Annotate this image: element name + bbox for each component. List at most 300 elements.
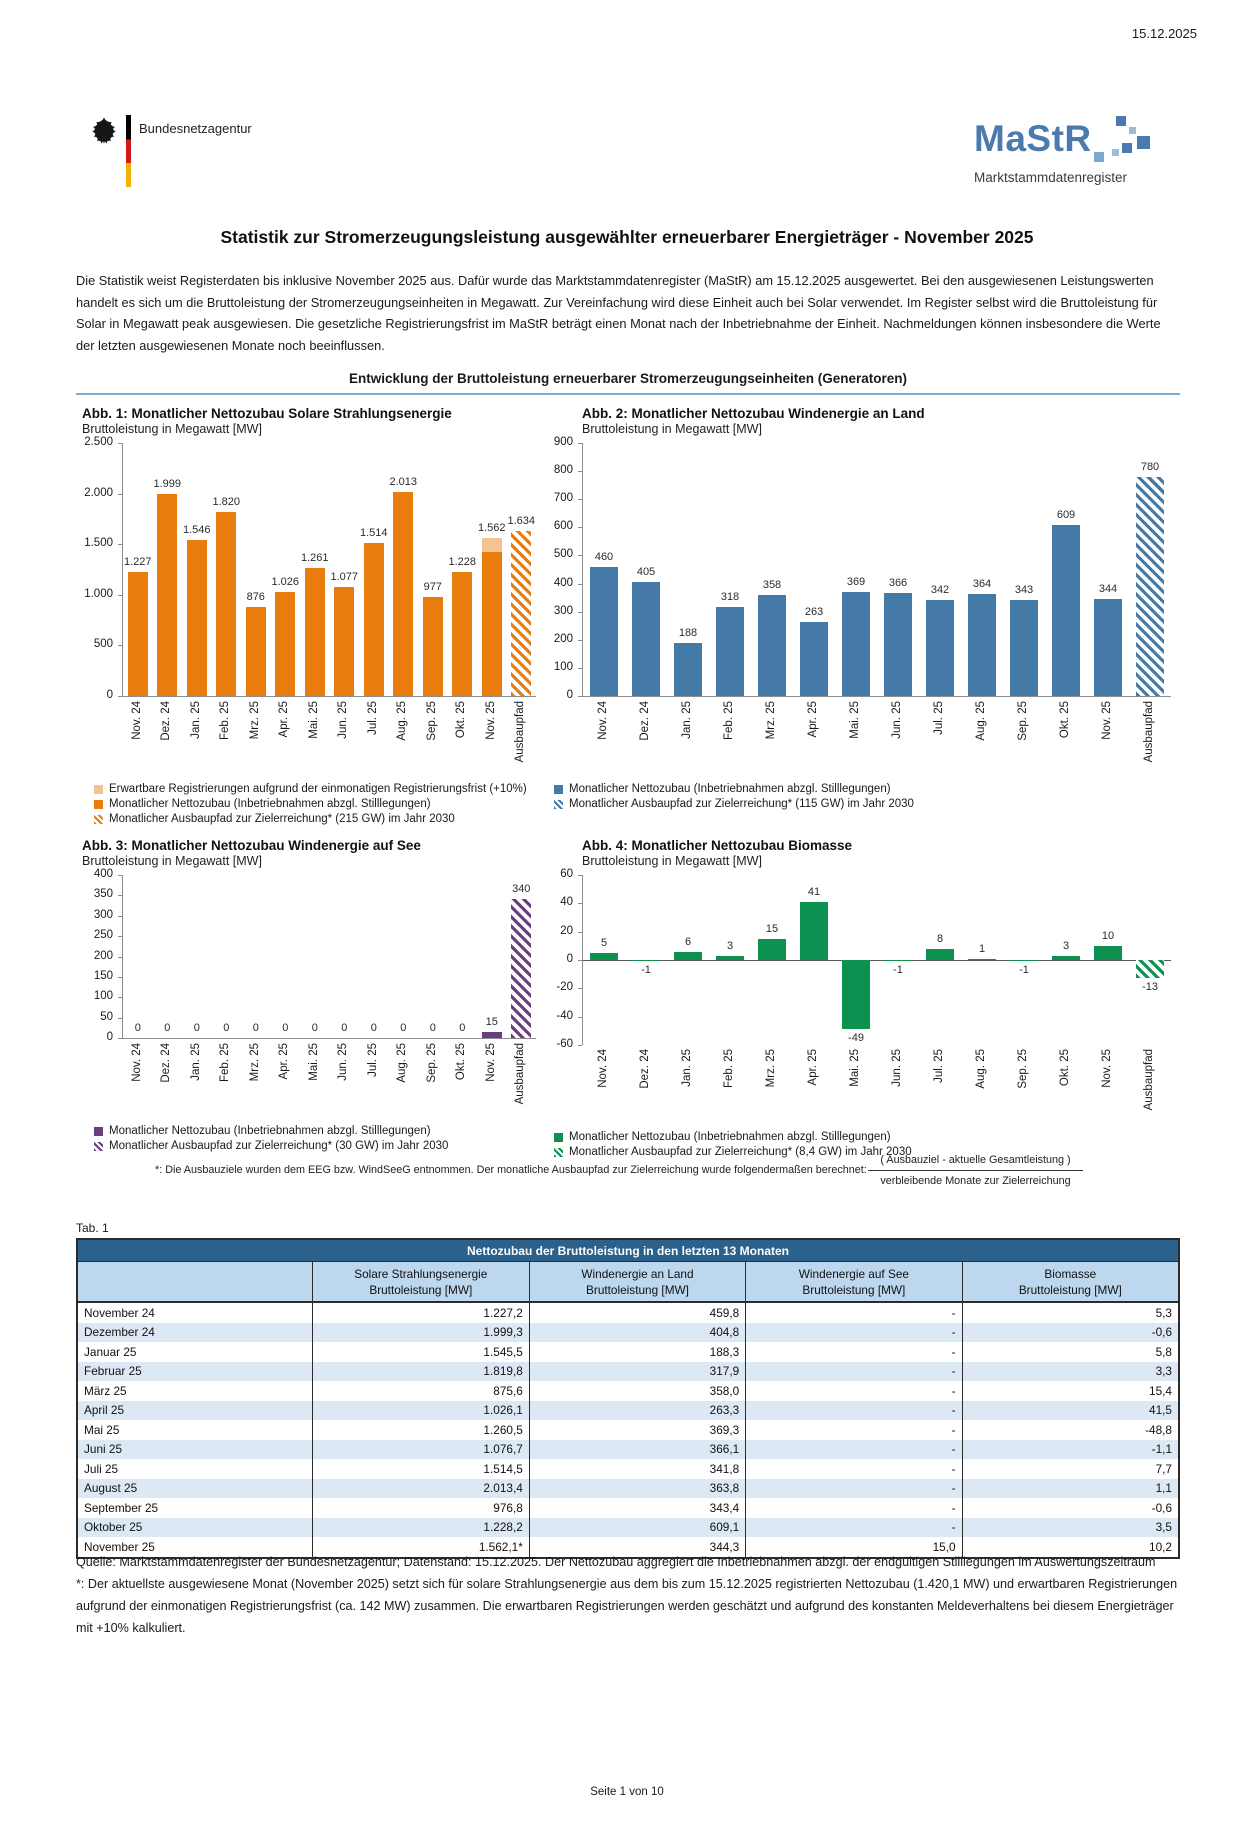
x-axis-label-text: Aug. 25 — [975, 1049, 987, 1089]
value-label: 1.999 — [153, 477, 182, 490]
y-tick-label: 350 — [93, 888, 113, 901]
plot-row — [546, 436, 1180, 701]
value-cell: -48,8 — [962, 1420, 1179, 1440]
value-label: 0 — [134, 1022, 141, 1034]
x-axis-label — [1128, 697, 1170, 781]
x-axis-label-text: Jun. 25 — [337, 701, 350, 739]
x-axis-label-text: Jan. 25 — [189, 701, 202, 739]
x-axis-label-text: Jul. 25 — [366, 701, 379, 735]
month-cell: März 25 — [77, 1381, 312, 1401]
mastr-pixel-icon — [974, 116, 1174, 168]
bar-slot — [330, 443, 360, 696]
bar-slot — [667, 875, 709, 1045]
y-tick-label: 2.000 — [84, 486, 113, 499]
x-axis-label — [299, 1039, 329, 1123]
formula — [868, 1152, 1083, 1187]
x-axis-labels — [582, 1045, 1180, 1129]
bar — [1010, 600, 1038, 696]
y-tick-label: 400 — [93, 868, 113, 880]
bar — [334, 587, 354, 696]
value-cell: 263,3 — [529, 1401, 745, 1421]
y-axis — [76, 868, 122, 1043]
value-label: 1.514 — [359, 526, 388, 539]
x-axis-label-text: Nov. 25 — [484, 701, 497, 740]
value-label: 0 — [429, 1022, 436, 1034]
plot-area — [582, 875, 1171, 1045]
y-tick-label: 0 — [106, 1031, 113, 1043]
bar — [926, 949, 954, 960]
chart-subtitle: Bruttoleistung in Megawatt [MW] — [82, 854, 262, 868]
column-header: Windenergie an Land Bruttoleistung [MW] — [529, 1262, 745, 1303]
chart-title: Abb. 3: Monatlicher Nettozubau Windenergie auf See — [82, 838, 421, 853]
mastr-pixel — [1112, 149, 1119, 156]
x-axis-label-text: Mai. 25 — [307, 1043, 320, 1081]
value-label: 3 — [726, 939, 734, 952]
y-tick-label: 500 — [93, 638, 113, 651]
y-tick-label: 250 — [93, 929, 113, 942]
table-row — [77, 1420, 1179, 1440]
x-axis-label-text: Feb. 25 — [219, 1043, 232, 1082]
bar-hatched — [1136, 477, 1164, 696]
value-cell: - — [746, 1498, 962, 1518]
bar-slot — [709, 875, 751, 1045]
bar-slot — [1045, 875, 1087, 1045]
x-axis-label — [270, 1039, 300, 1123]
value-label: 0 — [370, 1022, 377, 1034]
bar — [674, 643, 702, 696]
value-label: -49 — [848, 1032, 864, 1045]
value-cell: 1.026,1 — [312, 1401, 529, 1421]
value-label: 6 — [684, 935, 692, 948]
legend — [94, 1125, 546, 1152]
value-cell: 1.260,5 — [312, 1420, 529, 1440]
value-label: 0 — [252, 1022, 259, 1034]
chart-body — [76, 436, 546, 825]
value-label: 10 — [1101, 929, 1115, 942]
value-label: 0 — [400, 1022, 407, 1034]
bar — [884, 593, 912, 696]
x-axis-label — [240, 1039, 270, 1123]
table-row — [77, 1323, 1179, 1343]
bar-slot — [448, 443, 478, 696]
legend-item — [94, 1125, 546, 1137]
x-axis-label-text: Nov. 24 — [597, 1049, 609, 1088]
y-tick-label: 100 — [93, 990, 113, 1003]
x-axis-label-text: Aug. 25 — [396, 1043, 409, 1083]
bar — [1010, 960, 1038, 961]
value-label: 15 — [485, 1015, 498, 1028]
plot-row — [76, 436, 546, 701]
value-cell: 188,3 — [529, 1342, 745, 1362]
value-cell: 1.545,5 — [312, 1342, 529, 1362]
bar — [482, 1032, 502, 1038]
value-label: -13 — [1142, 981, 1158, 994]
value-label: 780 — [1140, 460, 1160, 473]
value-cell: - — [746, 1302, 962, 1323]
mastr-logo-text: MaStR — [974, 118, 1092, 159]
legend-swatch — [554, 785, 563, 794]
x-axis-label — [329, 1039, 359, 1123]
x-axis-label — [1086, 1045, 1128, 1129]
bar-slot — [507, 443, 537, 696]
plot-area — [122, 443, 536, 697]
y-tick-label: 20 — [560, 924, 573, 937]
x-axis-label-text: Nov. 25 — [1101, 701, 1113, 740]
x-axis-label-text: Sep. 25 — [425, 701, 438, 741]
mastr-logo-subtext: Marktstammdatenregister — [974, 170, 1128, 185]
page-title: Statistik zur Stromerzeugungsleistung ausgewählter erneuerbarer Energieträger - November 2025 — [220, 227, 1034, 247]
x-axis-label — [329, 697, 359, 781]
bar-slot — [507, 875, 537, 1038]
mastr-pixel — [1129, 127, 1136, 134]
bar-slot — [182, 875, 212, 1038]
bar-slot — [667, 443, 709, 696]
y-tick-label: -40 — [556, 1009, 573, 1022]
bar — [216, 512, 236, 696]
x-axis-label-text: Nov. 24 — [597, 701, 609, 740]
legend — [554, 783, 1180, 810]
bar-hatched — [511, 899, 531, 1038]
bar-slot — [625, 875, 667, 1045]
x-axis-label-text: Mrz. 25 — [765, 1049, 777, 1088]
bar-slot — [1045, 443, 1087, 696]
bar — [968, 959, 996, 960]
x-axis-labels — [122, 697, 546, 781]
formula-denominator: verbleibende Monate zur Zielerreichung — [880, 1175, 1071, 1187]
bar-slot — [389, 443, 419, 696]
y-axis — [546, 868, 582, 1050]
y-tick-label: 200 — [553, 632, 573, 645]
x-axis-label-text: Mai. 25 — [849, 1049, 861, 1087]
table-row — [77, 1498, 1179, 1518]
x-axis-label — [1128, 1045, 1170, 1129]
value-cell: 1.227,2 — [312, 1302, 529, 1323]
bar — [246, 607, 266, 696]
bar-slot — [1003, 875, 1045, 1045]
table-label: Tab. 1 — [76, 1221, 109, 1235]
bar-slot — [477, 875, 507, 1038]
value-cell: 976,8 — [312, 1498, 529, 1518]
chart-body — [546, 868, 1180, 1158]
month-cell: September 25 — [77, 1498, 312, 1518]
legend-label: Monatlicher Nettozubau (Inbetriebnahmen abzgl. Stilllegungen) — [109, 798, 431, 810]
bar-slot — [448, 875, 478, 1038]
plot-area — [582, 443, 1171, 697]
x-axis-label — [1044, 697, 1086, 781]
x-axis-label-text: Mrz. 25 — [765, 701, 777, 740]
value-label: 318 — [720, 590, 740, 603]
x-axis-labels — [582, 697, 1180, 781]
value-label: 8 — [936, 932, 944, 945]
x-axis-label-text: Apr. 25 — [278, 1043, 291, 1080]
legend-swatch — [94, 815, 103, 824]
bar-slot — [1087, 875, 1129, 1045]
value-label: 15 — [765, 922, 779, 935]
legend-label: Monatlicher Ausbaupfad zur Zielerreichung* (215 GW) im Jahr 2030 — [109, 813, 455, 825]
x-axis-label-text: Dez. 24 — [160, 1043, 173, 1083]
column-header: Solare Strahlungsenergie Bruttoleistung [MW] — [312, 1262, 529, 1303]
value-label: 1.227 — [123, 555, 152, 568]
bar — [968, 594, 996, 696]
y-tick-label: 500 — [553, 548, 573, 561]
legend-item — [94, 798, 546, 810]
value-label: 344 — [1098, 583, 1118, 596]
x-axis-label-text: Apr. 25 — [278, 701, 291, 738]
x-axis-label — [834, 697, 876, 781]
value-cell: - — [746, 1440, 962, 1460]
x-axis-label — [417, 1039, 447, 1123]
value-label: 0 — [223, 1022, 230, 1034]
value-cell: 3,5 — [962, 1518, 1179, 1538]
value-label: -1 — [1019, 964, 1029, 977]
x-axis-label — [834, 1045, 876, 1129]
value-cell: -0,6 — [962, 1498, 1179, 1518]
bar-slot — [330, 875, 360, 1038]
x-axis-label-text: Sep. 25 — [1017, 701, 1029, 741]
value-cell: 369,3 — [529, 1420, 745, 1440]
value-cell: 363,8 — [529, 1479, 745, 1499]
bar-slot — [793, 443, 835, 696]
x-axis-label — [1086, 697, 1128, 781]
legend-label: Monatlicher Ausbaupfad zur Zielerreichung* (8,4 GW) im Jahr 2030 — [569, 1146, 912, 1158]
bar — [632, 960, 660, 961]
bar-slot — [877, 443, 919, 696]
x-axis-label — [960, 697, 1002, 781]
value-label: 1.261 — [300, 552, 329, 565]
x-axis-label — [876, 697, 918, 781]
x-axis-label-text: Jul. 25 — [366, 1043, 379, 1077]
y-tick-label: 0 — [106, 689, 113, 701]
y-tick-label: -60 — [556, 1038, 573, 1050]
value-label: 0 — [341, 1022, 348, 1034]
legend-item — [554, 783, 1180, 795]
value-cell: - — [746, 1401, 962, 1421]
bar — [364, 543, 384, 696]
value-cell: 41,5 — [962, 1401, 1179, 1421]
legend-label: Monatlicher Nettozubau (Inbetriebnahmen abzgl. Stilllegungen) — [109, 1125, 431, 1137]
value-cell: 15,4 — [962, 1381, 1179, 1401]
x-axis-label-text: Okt. 25 — [455, 1043, 468, 1081]
value-label: 0 — [193, 1022, 200, 1034]
value-cell: 10,2 — [962, 1537, 1179, 1558]
bar-slot — [153, 875, 183, 1038]
value-label: 340 — [512, 883, 531, 896]
x-axis-label-text: Sep. 25 — [425, 1043, 438, 1083]
month-cell: November 25 — [77, 1537, 312, 1558]
value-cell: 875,6 — [312, 1381, 529, 1401]
x-axis-labels — [122, 1039, 546, 1123]
table-row — [77, 1479, 1179, 1499]
x-axis-label — [181, 697, 211, 781]
german-flag-stripe — [126, 115, 131, 187]
x-axis-label — [476, 697, 506, 781]
value-cell: 1,1 — [962, 1479, 1179, 1499]
bar-slot — [583, 443, 625, 696]
value-cell: - — [746, 1362, 962, 1382]
value-cell: 1.076,7 — [312, 1440, 529, 1460]
value-cell: - — [746, 1323, 962, 1343]
bar-slot — [625, 443, 667, 696]
value-label: 1.077 — [330, 571, 359, 584]
bar-slot — [271, 443, 301, 696]
y-tick-label: 60 — [560, 868, 573, 880]
chart-biomass — [546, 838, 1180, 1161]
x-axis-label-text: Ausbaupfad — [1143, 1049, 1155, 1111]
x-axis-label-text: Ausbaupfad — [514, 701, 527, 763]
bar-slot — [877, 875, 919, 1045]
bar — [884, 960, 912, 961]
bar — [275, 592, 295, 696]
intro-paragraph: Die Statistik weist Registerdaten bis inklusive November 2025 aus. Dafür wurde das Marktstammdatenregister (MaStR) am 15.12.2025 ausgewertet. Bei den ausgewiesenen Leistungswerten handelt es sich um die Bruttoleistung der Stromerzeugungseinheiten in Megawatt. Zur Vereinfachung wird diese Einheit auch bei Solar verwendet. Im Register selbst wird die Bruttoleistung für Solar in Megawatt peak ausgewiesen. Die gesetzliche Registrierungsfrist im MaStR beträgt einen Monat nach der Inbetriebnahme der Einheit. Nachmeldungen können insbesondere die Werte der letzten ausgewiesenen Monate noch beeinflussen. — [76, 273, 1161, 353]
legend-swatch — [94, 1127, 103, 1136]
x-axis-label-text: Jun. 25 — [337, 1043, 350, 1081]
legend-swatch — [94, 1142, 103, 1151]
bar — [157, 494, 177, 696]
x-axis-label — [506, 1039, 536, 1123]
x-axis-label — [918, 1045, 960, 1129]
legend-item — [94, 783, 546, 795]
table-row — [77, 1342, 1179, 1362]
value-label: 0 — [164, 1022, 171, 1034]
table-row — [77, 1362, 1179, 1382]
x-axis-label — [388, 1039, 418, 1123]
bar — [926, 600, 954, 696]
bar-slot — [359, 443, 389, 696]
legend-label: Monatlicher Ausbaupfad zur Zielerreichung* (30 GW) im Jahr 2030 — [109, 1140, 449, 1152]
bar-slot — [212, 443, 242, 696]
month-cell: Februar 25 — [77, 1362, 312, 1382]
month-cell: Dezember 24 — [77, 1323, 312, 1343]
value-label: 876 — [246, 591, 265, 604]
x-axis-label — [624, 697, 666, 781]
bar-slot — [961, 443, 1003, 696]
x-axis-label-text: Nov. 25 — [1101, 1049, 1113, 1088]
column-header-month — [77, 1262, 312, 1303]
x-axis-label — [708, 697, 750, 781]
value-cell: 1.228,2 — [312, 1518, 529, 1538]
legend-label: Erwartbare Registrierungen aufgrund der einmonatigen Registrierungsfrist (+10%) — [109, 783, 527, 795]
value-cell: 1.562,1* — [312, 1537, 529, 1558]
chart-body — [76, 868, 546, 1152]
x-axis-label — [960, 1045, 1002, 1129]
legend-item — [94, 1140, 546, 1152]
bar-slot — [835, 443, 877, 696]
value-label: 1.562 — [477, 521, 506, 534]
y-tick-label: 200 — [93, 949, 113, 962]
value-cell: - — [746, 1381, 962, 1401]
value-cell: 358,0 — [529, 1381, 745, 1401]
bar — [452, 572, 472, 696]
section-title: Entwicklung der Bruttoleistung erneuerbarer Stromerzeugungseinheiten (Generatoren) — [76, 371, 1180, 395]
legend-item — [554, 798, 1180, 810]
value-label: 5 — [600, 936, 608, 949]
chart-title: Abb. 4: Monatlicher Nettozubau Biomasse — [582, 838, 853, 853]
value-cell: 15,0 — [746, 1537, 962, 1558]
chart-subtitle: Bruttoleistung in Megawatt [MW] — [82, 422, 262, 436]
y-tick-label: 2.500 — [84, 436, 113, 448]
value-cell: 3,3 — [962, 1362, 1179, 1382]
x-axis-label-text: Sep. 25 — [1017, 1049, 1029, 1089]
chart-title: Abb. 1: Monatlicher Nettozubau Solare Strahlungsenergie — [82, 406, 452, 421]
y-tick-label: 100 — [553, 660, 573, 673]
bar — [674, 952, 702, 961]
bar — [758, 939, 786, 960]
y-tick-label: 800 — [553, 464, 573, 477]
value-label: 366 — [888, 577, 908, 590]
x-axis-label-text: Apr. 25 — [807, 1049, 819, 1086]
value-cell: 609,1 — [529, 1518, 745, 1538]
bnetza-logo-text: Bundesnetzagentur — [139, 121, 252, 136]
x-axis-label — [211, 697, 241, 781]
x-axis-label — [476, 1039, 506, 1123]
bar — [393, 492, 413, 696]
bar-slot — [1003, 443, 1045, 696]
x-axis-label — [918, 697, 960, 781]
bar-hatched — [511, 531, 531, 696]
month-cell: Juni 25 — [77, 1440, 312, 1460]
value-label: -1 — [641, 964, 651, 977]
x-axis-label — [876, 1045, 918, 1129]
value-label: 1.820 — [212, 495, 241, 508]
table-row — [77, 1381, 1179, 1401]
x-axis-label-text: Ausbaupfad — [1143, 701, 1155, 763]
bar-slot — [961, 875, 1003, 1045]
x-axis-label-text: Dez. 24 — [639, 1049, 651, 1089]
bar — [1052, 525, 1080, 696]
x-axis-label-text: Jan. 25 — [681, 1049, 693, 1087]
footer-notes — [76, 1551, 1188, 1639]
value-label: 1.228 — [448, 555, 477, 568]
mastr-pixel — [1137, 136, 1150, 149]
legend-item — [554, 1131, 1180, 1143]
value-label: 3 — [1062, 939, 1070, 952]
x-axis-label-text: Jul. 25 — [933, 1049, 945, 1083]
bar-slot — [1129, 443, 1171, 696]
y-tick-label: 150 — [93, 969, 113, 982]
bar-slot — [835, 875, 877, 1045]
x-axis-label-text: Jul. 25 — [933, 701, 945, 735]
value-cell: 5,3 — [962, 1302, 1179, 1323]
y-tick-label: 300 — [93, 908, 113, 921]
x-axis-label-text: Mrz. 25 — [248, 701, 261, 740]
value-label: 188 — [678, 627, 698, 640]
bar-slot — [241, 443, 271, 696]
x-axis-label — [211, 1039, 241, 1123]
chart-subtitle: Bruttoleistung in Megawatt [MW] — [582, 422, 762, 436]
value-label: 1 — [978, 942, 986, 955]
x-axis-label — [358, 697, 388, 781]
bar — [482, 552, 502, 696]
bar — [187, 540, 207, 696]
x-axis-label — [417, 697, 447, 781]
value-label: 343 — [1014, 583, 1034, 596]
value-label: 364 — [972, 577, 992, 590]
legend-label: Monatlicher Nettozubau (Inbetriebnahmen abzgl. Stilllegungen) — [569, 783, 891, 795]
plot-area — [122, 875, 536, 1039]
x-axis-label — [1002, 697, 1044, 781]
y-tick-label: 400 — [553, 576, 573, 589]
bar-slot — [793, 875, 835, 1045]
month-cell: Januar 25 — [77, 1342, 312, 1362]
bar-slot — [123, 443, 153, 696]
x-axis-label-text: Jan. 25 — [189, 1043, 202, 1081]
bar — [758, 595, 786, 696]
x-axis-label-text: Aug. 25 — [975, 701, 987, 741]
x-axis-label — [624, 1045, 666, 1129]
legend-label: Monatlicher Ausbaupfad zur Zielerreichung* (115 GW) im Jahr 2030 — [569, 798, 914, 810]
x-axis-label — [299, 697, 329, 781]
x-axis-label — [1044, 1045, 1086, 1129]
